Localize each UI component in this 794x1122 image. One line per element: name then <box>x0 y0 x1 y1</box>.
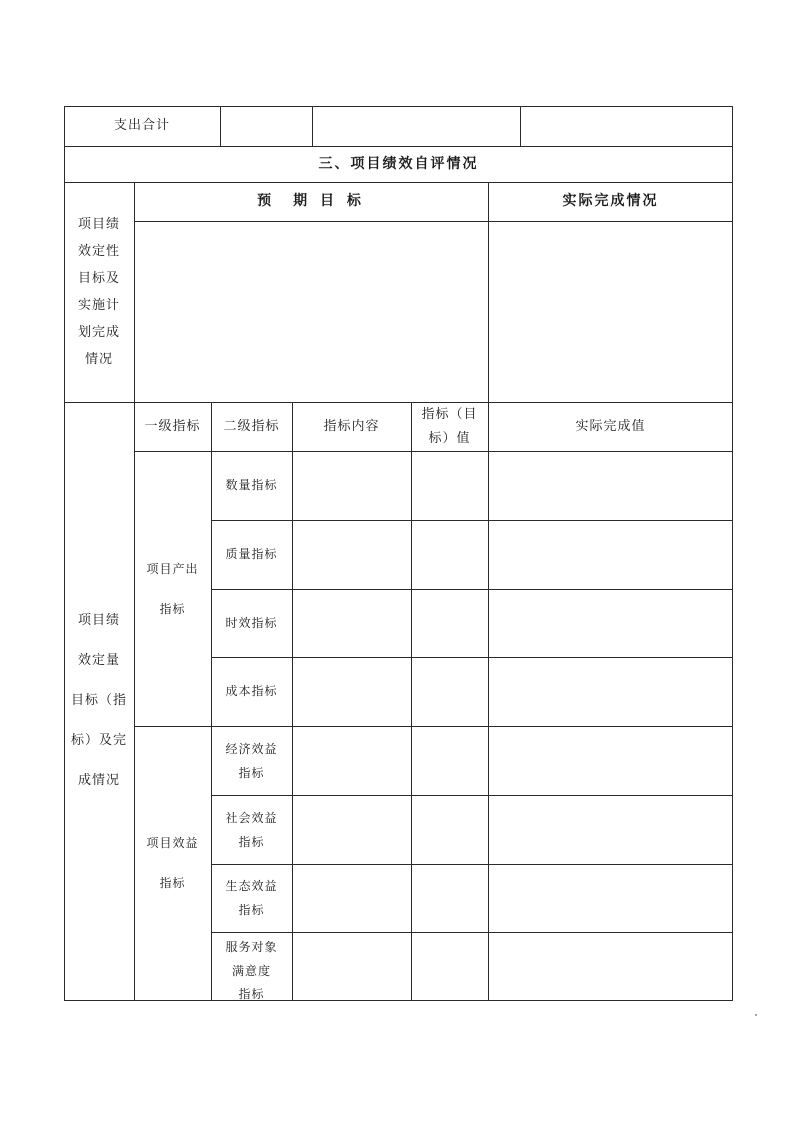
indicator-target-cell[interactable] <box>412 521 488 589</box>
indicator-economic-line: 经济效益 <box>225 741 278 756</box>
table-border-right <box>732 106 733 1001</box>
indicator-target-cell[interactable] <box>412 933 488 1000</box>
indicator-satisfaction-line: 服务对象 <box>225 940 278 954</box>
quantitative-label-line: 效定量 <box>77 653 120 668</box>
indicator-target-cell[interactable] <box>412 658 488 726</box>
indicator-satisfaction <box>211 932 292 1000</box>
indicator-content-cell[interactable] <box>293 658 411 726</box>
group-benefit-line: 项目效益 <box>146 836 199 850</box>
indicator-content-cell[interactable] <box>293 727 411 795</box>
indicator-ecological-line: 指标 <box>238 903 265 917</box>
expense-total-label: 支出合计 <box>113 118 170 134</box>
quantitative-label-line: 标）及完 <box>70 733 127 748</box>
indicator-content-cell[interactable] <box>293 521 411 589</box>
indicator-target-cell[interactable] <box>412 727 488 795</box>
indicator-ecological-line: 生态效益 <box>225 879 278 893</box>
group-output-line: 项目产出 <box>146 561 199 576</box>
indicator-content-cell[interactable] <box>293 452 411 520</box>
group-output-line: 指标 <box>159 601 186 616</box>
quantitative-label-line: 目标（指 <box>70 693 127 708</box>
indicator-economic <box>211 726 292 795</box>
indicator-content-cell[interactable] <box>293 590 411 657</box>
indicator-actual-cell[interactable] <box>489 865 732 932</box>
indicator-quality: 质量指标 <box>225 547 278 562</box>
indicator-cost: 成本指标 <box>225 684 278 699</box>
indicator-actual-cell[interactable] <box>489 796 732 864</box>
indicator-actual-cell[interactable] <box>489 727 732 795</box>
expected-goal-header: 预 期 目 标 <box>257 193 365 210</box>
indicator-satisfaction-line: 满意度 <box>231 964 271 978</box>
table-border-bottom <box>64 1000 733 1001</box>
header-actual: 实际完成值 <box>575 418 646 434</box>
indicator-target-cell[interactable] <box>412 865 488 932</box>
actual-completion-cell[interactable] <box>489 222 732 402</box>
header-target-line: 指标（目 <box>421 406 478 422</box>
actual-completion-header: 实际完成情况 <box>562 193 659 210</box>
qualitative-label-line: 项目绩 <box>77 217 120 232</box>
qualitative-label-line: 情况 <box>84 352 113 367</box>
indicator-content-cell[interactable] <box>293 865 411 932</box>
indicator-social-line: 指标 <box>238 834 265 849</box>
indicator-economic-line: 指标 <box>238 765 265 780</box>
indicator-satisfaction-line: 指标 <box>238 987 265 1001</box>
indicator-target-cell[interactable] <box>412 590 488 657</box>
qualitative-label-line: 实施计 <box>77 298 120 313</box>
indicator-quantity: 数量指标 <box>225 478 278 493</box>
quantitative-label <box>64 402 134 1000</box>
quantitative-label-line: 成情况 <box>77 773 120 788</box>
group-benefit-label <box>134 726 211 1000</box>
indicator-actual-cell[interactable] <box>489 658 732 726</box>
section-title: 三、项目绩效自评情况 <box>318 155 479 172</box>
qualitative-label-line: 效定性 <box>77 244 120 259</box>
header-target <box>411 402 488 451</box>
indicator-timeliness: 时效指标 <box>225 615 278 630</box>
qualitative-label-line: 目标及 <box>77 271 120 286</box>
indicator-actual-cell[interactable] <box>489 590 732 657</box>
quantitative-label-line: 项目绩 <box>77 613 120 628</box>
qualitative-label <box>64 182 134 402</box>
indicator-social <box>211 795 292 864</box>
expected-goal-cell[interactable] <box>135 222 488 402</box>
indicator-target-cell[interactable] <box>412 796 488 864</box>
qualitative-label-line: 划完成 <box>77 325 120 340</box>
indicator-target-cell[interactable] <box>412 452 488 520</box>
scan-speck <box>755 1014 757 1016</box>
expense-total-cell-3[interactable] <box>521 107 732 146</box>
indicator-actual-cell[interactable] <box>489 933 732 1000</box>
indicator-actual-cell[interactable] <box>489 452 732 520</box>
group-benefit-line: 指标 <box>159 876 186 890</box>
indicator-ecological <box>211 864 292 932</box>
expense-total-cell-1[interactable] <box>221 107 312 146</box>
header-level2: 二级指标 <box>223 418 280 434</box>
indicator-content-cell[interactable] <box>293 796 411 864</box>
expense-total-cell-2[interactable] <box>313 107 520 146</box>
header-content: 指标内容 <box>323 418 380 434</box>
indicator-social-line: 社会效益 <box>225 810 278 825</box>
header-level1: 一级指标 <box>144 418 201 434</box>
indicator-content-cell[interactable] <box>293 933 411 1000</box>
indicator-actual-cell[interactable] <box>489 521 732 589</box>
header-target-line: 标）值 <box>428 430 471 446</box>
group-output-label <box>134 451 211 726</box>
